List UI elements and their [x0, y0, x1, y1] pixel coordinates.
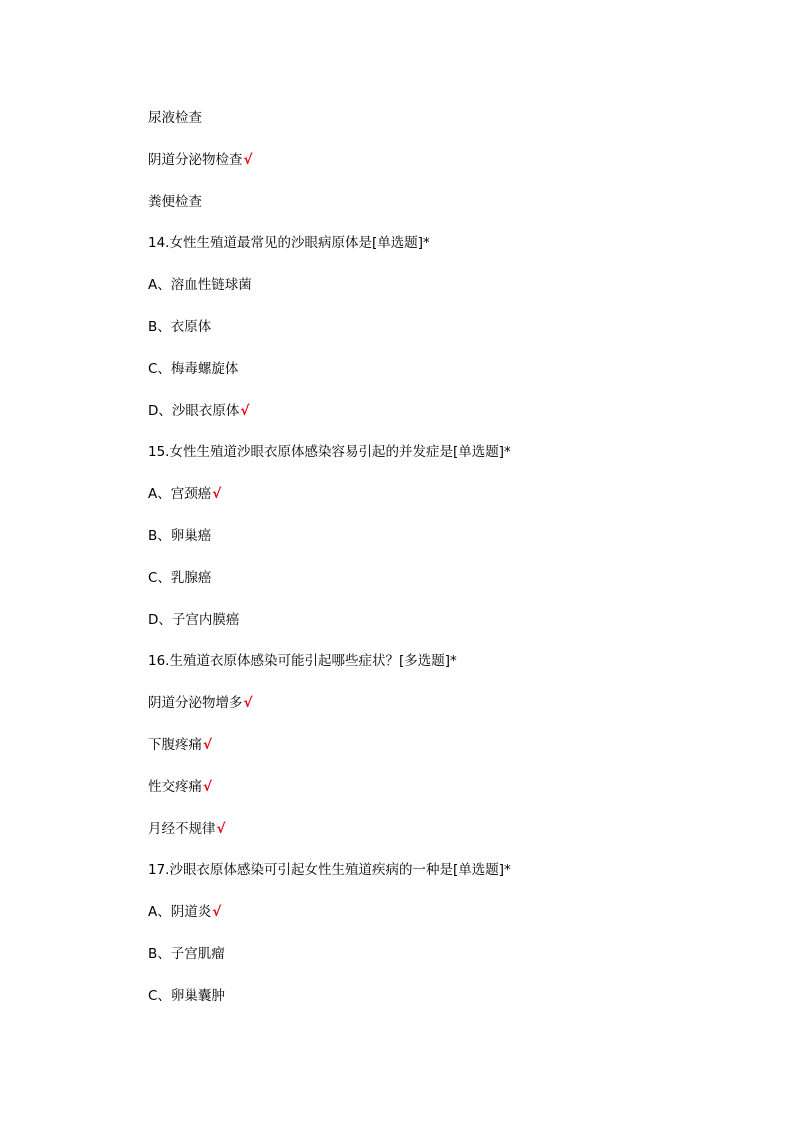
q15-option-b [148, 526, 708, 568]
line-stool-test [148, 192, 708, 234]
line-text: 17.沙眼衣原体感染可引起女性生殖道疾病的一种是[单选题]* [148, 862, 511, 879]
q16-option-3 [148, 777, 708, 819]
line-text: 粪便检查 [148, 193, 202, 210]
check-mark-icon: √ [216, 820, 226, 837]
check-mark-icon: √ [203, 778, 213, 795]
check-mark-icon: √ [243, 151, 253, 168]
question-15-title [148, 442, 708, 484]
line-text: B、子宫肌瘤 [148, 945, 225, 962]
line-text: 16.生殖道衣原体感染可能引起哪些症状？[多选题]* [148, 653, 457, 670]
q14-option-b [148, 317, 708, 359]
line-text: 月经不规律 [148, 820, 216, 837]
q14-option-c [148, 359, 708, 401]
check-mark-icon: √ [240, 402, 250, 419]
line-text: A、溶血性链球菌 [148, 277, 252, 294]
q16-option-2 [148, 735, 708, 777]
line-text: B、卵巢癌 [148, 527, 212, 544]
q15-option-a [148, 484, 708, 526]
q17-option-c [148, 986, 708, 1028]
q17-option-a [148, 902, 708, 944]
line-vaginal-discharge-test [148, 150, 708, 192]
line-text: A、阴道炎 [148, 904, 212, 921]
line-urine-test [148, 108, 708, 150]
line-text: 尿液检查 [148, 110, 202, 126]
q15-option-d [148, 610, 708, 652]
q16-option-1 [148, 693, 708, 735]
check-mark-icon: √ [212, 904, 222, 921]
line-text: 下腹疼痛 [148, 736, 202, 753]
check-mark-icon: √ [212, 486, 222, 503]
line-text: 性交疼痛 [148, 778, 202, 795]
line-text: D、沙眼衣原体 [148, 402, 240, 419]
question-17-title [148, 860, 708, 902]
question-16-title [148, 651, 708, 693]
q14-option-d [148, 401, 708, 443]
q16-option-4 [148, 819, 708, 861]
line-text: B、衣原体 [148, 318, 212, 335]
line-text: 14.女性生殖道最常见的沙眼病原体是[单选题]* [148, 235, 430, 252]
line-text: D、子宫内膜癌 [148, 611, 240, 628]
q17-option-b [148, 944, 708, 986]
check-mark-icon: √ [243, 695, 253, 712]
line-text: 阴道分泌物检查 [148, 151, 243, 168]
question-list [148, 108, 708, 1028]
line-text: 15.女性生殖道沙眼衣原体感染容易引起的并发症是[单选题]* [148, 444, 511, 461]
line-text: C、卵巢囊肿 [148, 987, 225, 1004]
line-text: C、乳腺癌 [148, 569, 212, 586]
line-text: 阴道分泌物增多 [148, 695, 243, 712]
line-text: C、梅毒螺旋体 [148, 360, 239, 377]
q14-option-a [148, 275, 708, 317]
q15-option-c [148, 568, 708, 610]
question-14-title [148, 233, 708, 275]
check-mark-icon: √ [203, 736, 213, 753]
line-text: A、宫颈癌 [148, 486, 212, 503]
